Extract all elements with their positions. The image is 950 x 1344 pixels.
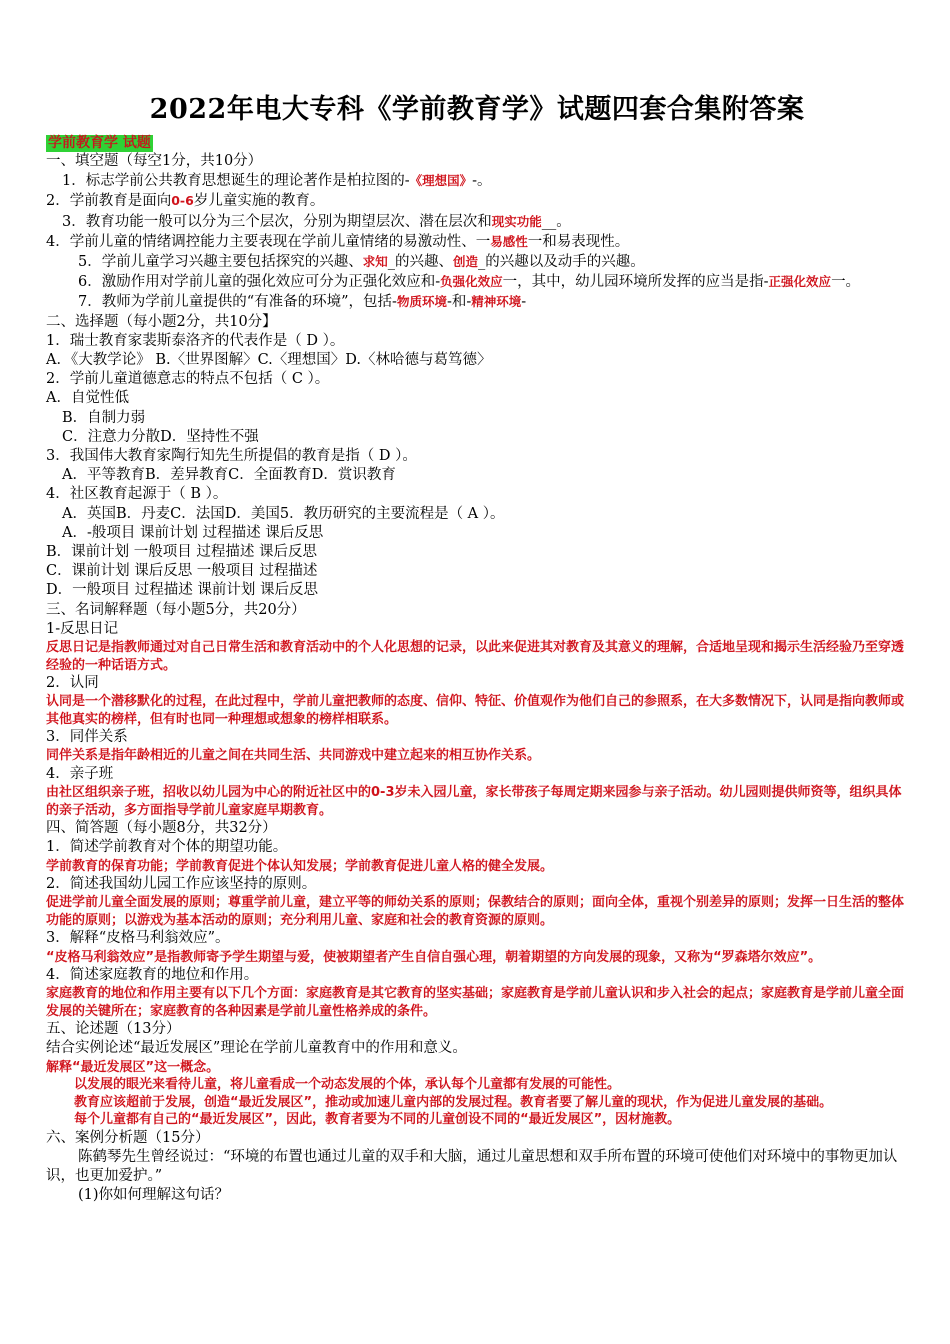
section1-heading: 一、填空题（每空1分，共10分） [46, 153, 263, 169]
short-answer: 家庭教育的地位和作用主要有以下几个方面：家庭教育是其它教育的坚实基础；家庭教育是学前儿童认识和步入社会的起点；家庭教育是学前儿童全面发展的关键所在；家庭教育的各种因素是学前儿童性格养成的条件。 [46, 986, 905, 1019]
case-question-1: (1)你如何理解这句话？ [78, 1187, 230, 1204]
section4-heading: 四、简答题（每小题8分，共32分） [46, 820, 277, 837]
fill-answer: 现实功能 [491, 213, 542, 229]
fill-question-4: 4．学前儿童的情绪调控能力主要表现在学前儿童情绪的易激动性、一易感性一和易表现性。 [46, 233, 630, 250]
fill-answer: 精神环境 [471, 294, 522, 310]
essay-answer-point: 教育应该超前于发展，创造“最近发展区”，推动或加速儿童内部的发展过程。教育者要了解儿童的现状，作为促进儿童发展的基础。 [74, 1094, 833, 1110]
fill-question-5: 5．学前儿童学习兴趣主要包括探究的兴趣、求知_的兴趣、创造_的兴趣以及动手的兴趣。 [78, 254, 645, 271]
section5-heading: 五、论述题（13分） [46, 1021, 181, 1038]
short-answer: 促进学前儿童全面发展的原则；尊重学前儿童，建立平等的师幼关系的原则；保教结合的原则；面向全体，重视个别差异的原则；发挥一日生活的整体功能的原则；以游戏为基本活动的原则；充分利用儿童、家庭和社会的教育资源的原则。 [46, 895, 905, 928]
fill-answer: 物质环境 [396, 294, 447, 310]
fill-question-7: 7．教师为学前儿童提供的“有准备的环境”，包括-物质环境-和-精神环境- [78, 294, 527, 311]
short-answer: 学前教育的保育功能；学前教育促进个体认知发展；学前教育促进儿童人格的健全发展。 [46, 858, 554, 874]
term-title: 1-反思日记 [46, 620, 119, 637]
section2-heading: 二、选择题（每小题2分，共10分】 [46, 313, 277, 330]
document-page [46, 92, 908, 1205]
section3-heading: 三、名词解释题（每小题5分，共20分） [46, 601, 306, 618]
case-quote: 陈鹤琴先生曾经说过：“环境的布置也通过儿童的双手和大脑，通过儿童思想和双手所布置的环境可使他们对环境中的事物更加认识，也更加爱护。” [46, 1148, 898, 1185]
fill-question-2: 2．学前教育是面向0-6岁儿童实施的教育。 [46, 193, 325, 210]
fill-answer: 0-6 [171, 193, 194, 209]
fill-answer: 创造 [453, 254, 479, 270]
essay-answer-point: 以发展的眼光来看待儿童，将儿童看成一个动态发展的个体，承认每个儿童都有发展的可能性。 [74, 1077, 621, 1093]
choice-line: 1．瑞士教育家裴斯泰洛齐的代表作是（ D ）。 [46, 332, 345, 349]
document-title: 2022年电大专科《学前教育学》试题四套合集附答案 [149, 94, 805, 125]
choice-line: 3．我国伟大教育家陶行知先生所提倡的教育是指（ D ）。 [46, 448, 417, 465]
fill-answer: 正强化效应 [768, 274, 832, 290]
fill-answer: 负强化效应 [440, 274, 503, 290]
choice-line: A．自觉性低 [46, 390, 129, 407]
choice-line: B．自制力弱 [62, 409, 146, 426]
short-question: 1．简述学前教育对个体的期望功能。 [46, 839, 288, 856]
choice-line: 2．学前儿童道德意志的特点不包括（ C ）。 [46, 371, 330, 388]
term-title: 2．认同 [46, 675, 99, 692]
short-question: 2．简述我国幼儿园工作应该坚持的原则。 [46, 876, 317, 893]
fill-answer: 求知 [362, 254, 388, 270]
fill-answer: 《理想国》 [409, 173, 473, 189]
choice-line: A．-般项目 课前计划 过程描述 课后反思 [62, 524, 324, 541]
choice-line: A．英国B．丹麦C．法国D．美国5．教历研究的主要流程是（ A ）。 [62, 505, 505, 522]
term-answer: 由社区组织亲子班，招收以幼儿园为中心的附近社区中的0-3岁未入园儿童，家长带孩子每周定期来园参与亲子活动。幼儿园则提供师资等，组织具体的亲子活动，多方面指导学前儿童家庭早期教育。 [46, 785, 902, 818]
term-answer: 反思日记是指教师通过对自己日常生活和教育活动中的个人化思想的记录，以此来促进其对教育及其意义的理解，合适地呈现和揭示生活经验乃至穿透经验的一种话语方式。 [46, 640, 905, 673]
choice-line: D．一般项目 过程描述 课前计划 课后反思 [46, 582, 318, 599]
highlighted-subtitle: 学前教育学 试题 [48, 135, 151, 151]
essay-question: 结合实例论述“最近发展区”理论在学前儿童教育中的作用和意义。 [46, 1040, 467, 1057]
essay-answer-point: 解释“最近发展区”这一概念。 [46, 1059, 220, 1075]
choice-line: B．课前计划 一般项目 过程描述 课后反思 [46, 544, 317, 561]
term-answer: 同伴关系是指年龄相近的儿童之间在共同生活、共同游戏中建立起来的相互协作关系。 [46, 748, 541, 764]
fill-question-1: 1．标志学前公共教育思想诞生的理论著作是柏拉图的-《理想国》-。 [62, 173, 492, 190]
short-answer: “皮格马利翁效应”是指教师寄予学生期望与爱，使被期望者产生自信自强心理，朝着期望的方向发展的现象，又称为“罗森塔尔效应”。 [46, 949, 822, 965]
term-title: 3．同伴关系 [46, 729, 128, 746]
choice-line: C．课前计划 课后反思 一般项目 过程描述 [46, 563, 318, 580]
fill-answer: 易感性 [490, 233, 528, 249]
fill-question-3: 3．教育功能一般可以分为三个层次，分别为期望层次、潜在层次和现实功能__。 [62, 213, 571, 230]
term-answer: 认同是一个潜移默化的过程，在此过程中，学前儿童把教师的态度、信仰、特征、价值观作为他们自己的参照系，在大多数情况下，认同是指向教师或其他真实的榜样，但有时也同一种理想或想象的榜样相联系。 [46, 694, 905, 727]
section6-heading: 六、案例分析题（15分） [46, 1129, 210, 1146]
short-question: 3．解释“皮格马利翁效应”。 [46, 930, 230, 947]
short-question: 4．简述家庭教育的地位和作用。 [46, 967, 259, 983]
fill-question-6: 6．激励作用对学前儿童的强化效应可分为正强化效应和-负强化效应一，其中，幼儿园环境所发挥的应当是指-正强化效应一。 [78, 274, 861, 291]
essay-answer-point: 每个儿童都有自己的“最近发展区”，因此，教育者要为不同的儿童创设不同的“最近发展区”，因材施教。 [74, 1112, 681, 1128]
choice-line: 4．社区教育起源于（ B ）。 [46, 486, 228, 503]
choice-line: C．注意力分散D．坚持性不强 [62, 428, 259, 445]
choice-line: A．平等教育B．差异教育C．全面教育D．赏识教育 [62, 467, 396, 484]
choice-line: A．《大教学论》 B.〈世界图解〉C.〈理想国〉D.〈林哈德与葛笃德〉 [46, 352, 492, 369]
term-title: 4．亲子班 [46, 765, 114, 782]
